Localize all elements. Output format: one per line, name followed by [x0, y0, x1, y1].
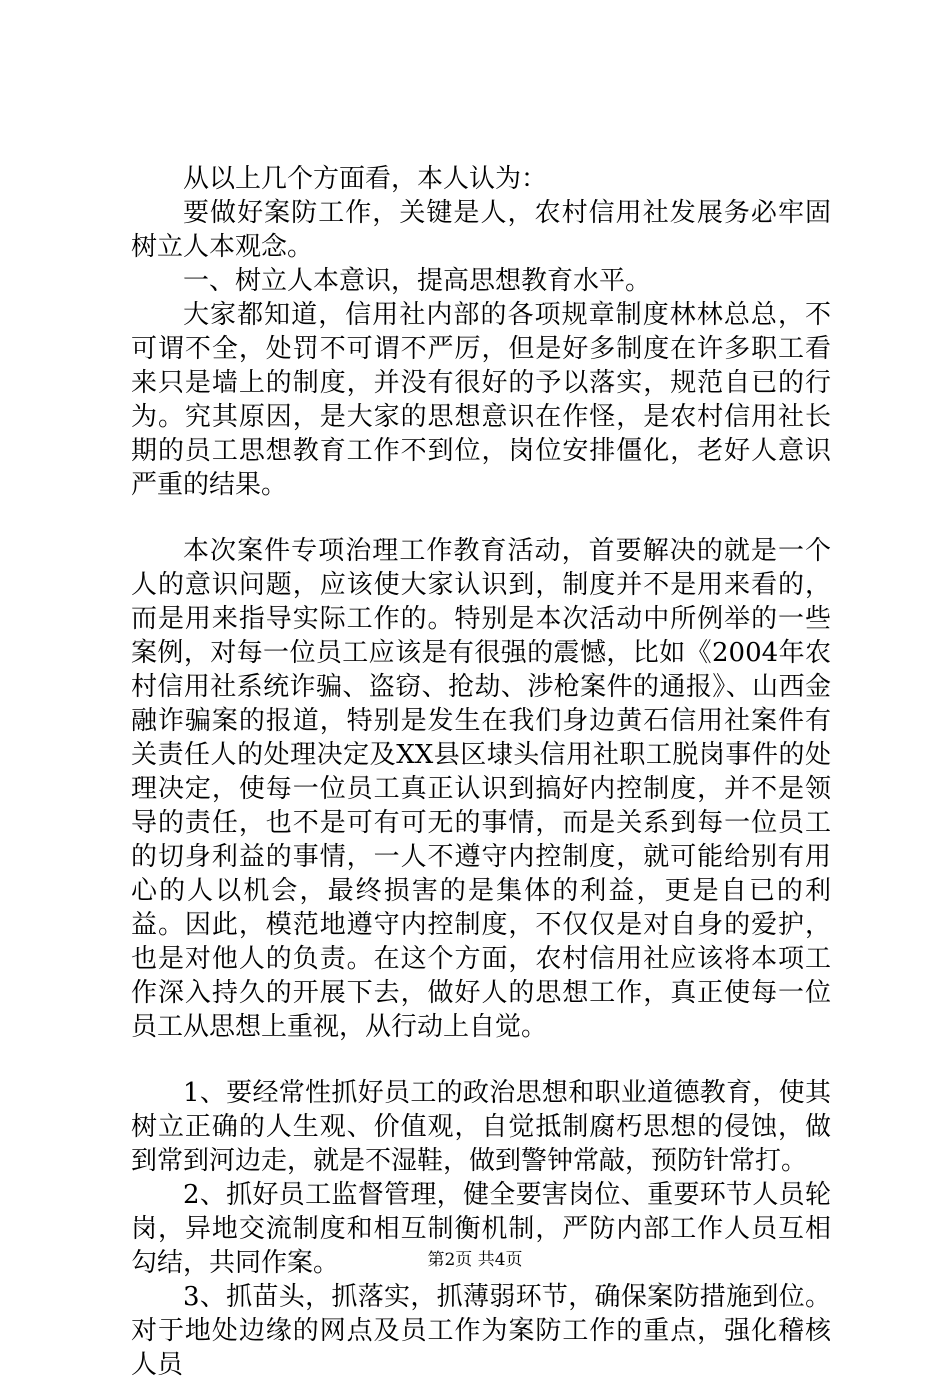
paragraph-campaign: 本次案件专项治理工作教育活动，首要解决的就是一个人的意识问题，应该使大家认识到，制度并不是用来看的，而是用来指导实际工作的。特别是本次活动中所例举的一些案例，对每一位员工应该是有很强的震憾，比如《2004年农村信用社系统诈骗、盗窃、抢劫、涉枪案件的通报》、山西金融诈骗案的报道，特别是发生在我们身边黄石信用社案件有关责任人的处理决定及XX县区埭头信用社职工脱岗事件的处理决定，使每一位员工真正认识到搞好内控制度，并不是领导的责任，也不是可有可无的事情，而是关系到每一位员工的切身利益的事情，一人不遵守内控制度，就可能给别有用心的人以机会，最终损害的是集体的利益，更是自已的利益。因此，模范地遵守内控制度，不仅仅是对自身的爱护，也是对他人的负责。在这个方面，农村信用社应该将本项工作深入持久的开展下去，做好人的思想工作，真正使每一位员工从思想上重视，从行动上自觉。 [131, 536, 831, 1042]
list-item-2: 2、抓好员工监督管理，健全要害岗位、重要环节人员轮岗，异地交流制度和相互制衡机制，严防内部工作人员互相勾结，共同作案。 [131, 1180, 831, 1278]
paragraph-rules: 大家都知道，信用社内部的各项规章制度林林总总，不可谓不全，处罚不可谓不严厉，但是好多制度在许多职工看来只是墙上的制度，并没有很好的予以落实，规范自已的行为。究其原因，是大家的思想意识在作怪，是农村信用社长期的员工思想教育工作不到位，岗位安排僵化，老好人意识严重的结果。 [131, 300, 831, 500]
page-number-footer: 第2页 共4页 [427, 1250, 523, 1270]
paragraph-intro: 从以上几个方面看，本人认为： [183, 164, 548, 194]
paragraph-gap [131, 502, 831, 534]
paragraph-key-point: 要做好案防工作，关键是人，农村信用社发展务必牢固树立人本观念。 [131, 198, 831, 262]
list-item-3: 3、抓苗头，抓落实，抓薄弱环节，确保案防措施到位。对于地处边缘的网点及员工作为案防工作的重点，强化稽核人员 [131, 1282, 831, 1380]
section-heading-1: 一、树立人本意识，提高思想教育水平。 [183, 266, 652, 296]
paragraph-gap [131, 1044, 831, 1076]
list-item-1: 1、要经常性抓好员工的政治思想和职业道德教育，使其树立正确的人生观、价值观，自觉抵制腐朽思想的侵蚀，做到常到河边走，就是不湿鞋，做到警钟常敲，预防针常打。 [131, 1078, 831, 1176]
document-body [131, 162, 831, 1382]
